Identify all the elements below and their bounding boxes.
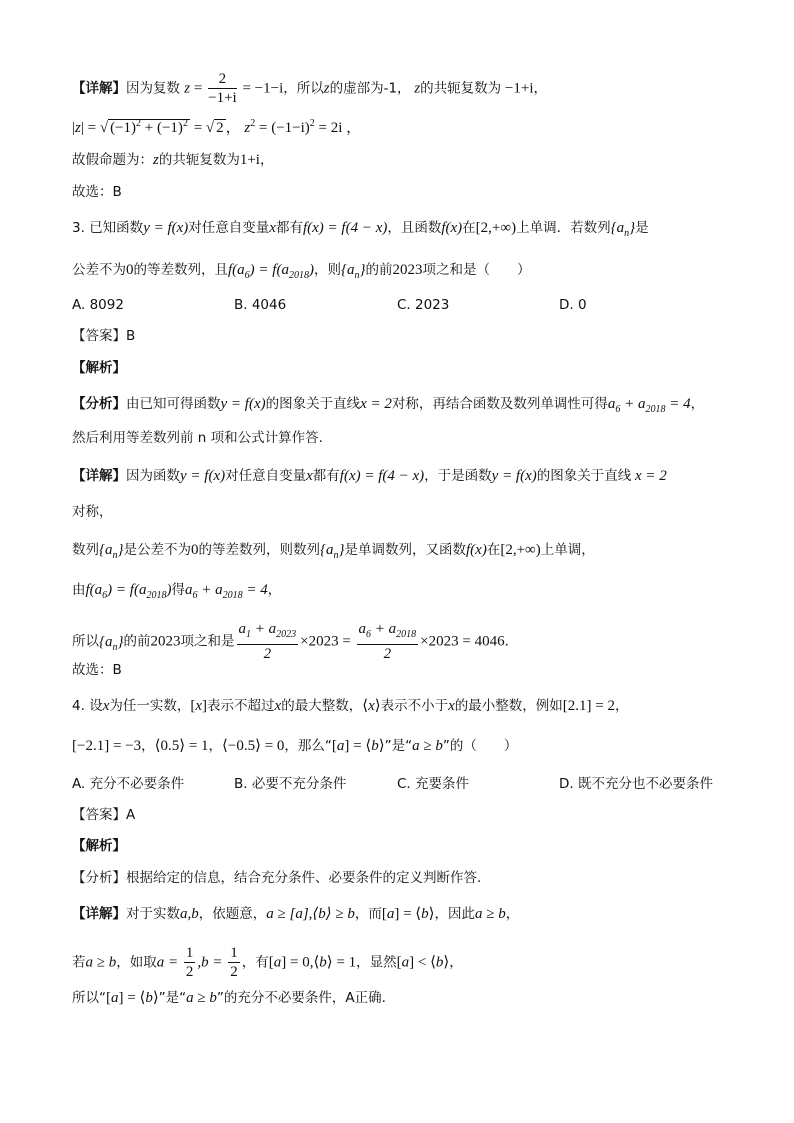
q4-answer: 【答案】A: [72, 807, 136, 823]
q4-option-d: D. 既不充分也不必要条件: [559, 776, 713, 792]
q3-analysis-line-2: 然后利用等差数列前 n 项和公式计算作答.: [72, 430, 323, 446]
q3-option-a: A. 8092: [72, 297, 124, 313]
q4-detail-line-1: 【详解】对于实数a,b，依题意，a ≥ [a],⟨b⟩ ≥ b，而[a] = ⟨b⟩，因此a ≥ b，: [72, 906, 520, 922]
q4-option-a: A. 充分不必要条件: [72, 776, 185, 792]
q3-option-b: B. 4046: [234, 297, 287, 313]
q3-detail-line-5: 所以$\{a_n\}$的前2023项之和是 $\frac{a_1 + a_{2023}}{2}$ ×2023 = $\frac{a_6 + a_{2018}}{2}$ ×2023 = 4046.: [72, 621, 509, 662]
q4-analysis: 【分析】根据给定的信息，结合充分条件、必要条件的定义判断作答.: [72, 870, 482, 886]
q3-option-c: C. 2023: [397, 297, 450, 313]
q3-selection: 故选：B: [72, 662, 122, 678]
q4-stem-line-1: 4. 设x为任一实数，[x]表示不超过x的最大整数，⟨x⟩表示不小于x的最小整数，例如[2.1] = 2，: [72, 698, 629, 714]
false-proposition-line: 故假命题为：z的共轭复数为1+i，: [72, 152, 274, 168]
q3-analysis-line-1: 【分析】由已知可得函数y = f(x)的图象关于直线x = 2对称，再结合函数及数列单调性可得$a_6 + a_{2018} = 4$，: [72, 396, 705, 415]
q3-detail-line-4: 由$f(a_6) = f(a_{2018})$得$a_6 + a_{2018} = 4$，: [72, 582, 282, 601]
q4-option-c: C. 充要条件: [397, 776, 470, 792]
q4-option-b: B. 必要不充分条件: [234, 776, 347, 792]
q3-answer: 【答案】B: [72, 328, 136, 344]
q4-stem-line-2: [−2.1] = −3，⟨0.5⟩ = 1，⟨−0.5⟩ = 0，那么“[a] = ⟨b⟩”是“a ≥ b”的（ ）: [72, 738, 518, 754]
selection-line: 故选：B: [72, 184, 122, 200]
q3-stem-line-2: 公差不为0的等差数列，且$f(a_6) = f(a_{2018})$，则$\{a_n\}$的前2023项之和是（ ）: [72, 262, 531, 281]
q4-jiexi-tag: 【解析】: [72, 838, 126, 854]
q4-detail-line-2: 若a ≥ b，如取a = $\frac{1}{2}$ ,b = $\frac{1}{2}$ ，有[a] = 0,⟨b⟩ = 1，显然[a] < ⟨b⟩，: [72, 945, 463, 980]
q3-stem-line-1: 3. 已知函数y = f(x)对任意自变量x都有f(x) = f(4 − x)，且函数f(x)在[2,+∞)上单调．若数列$\{a_n\}$是: [72, 220, 649, 239]
q3-detail-line-3: 数列$\{a_n\}$是公差不为0的等差数列，则数列$\{a_n\}$是单调数列，又函数f(x)在[2,+∞)上单调，: [72, 542, 595, 561]
q3-detail-line-2: 对称，: [72, 504, 113, 520]
q4-detail-line-3: 所以“[a] = ⟨b⟩”是“a ≥ b”的充分不必要条件，A正确.: [72, 990, 386, 1006]
q3-jiexi-tag: 【解析】: [72, 360, 126, 376]
solution-line-1: 【详解】因为复数 z = $\frac{2}{-1+i}$ = −1−i，所以z的虚部为-1， z的共轭复数为 −1+i，: [72, 71, 547, 106]
detail-tag: 【详解】: [72, 80, 126, 97]
modulus-line: |z| = √ $(-1)^2 + (-1)^2$ = √ 2 ， $z^2 = (-1-i)^2 = 2i$ ，: [72, 118, 362, 136]
q3-option-d: D. 0: [559, 297, 587, 313]
q3-detail-line-1: 【详解】因为函数y = f(x)对任意自变量x都有f(x) = f(4 − x)，于是函数y = f(x)的图象关于直线 x = 2: [72, 468, 667, 484]
